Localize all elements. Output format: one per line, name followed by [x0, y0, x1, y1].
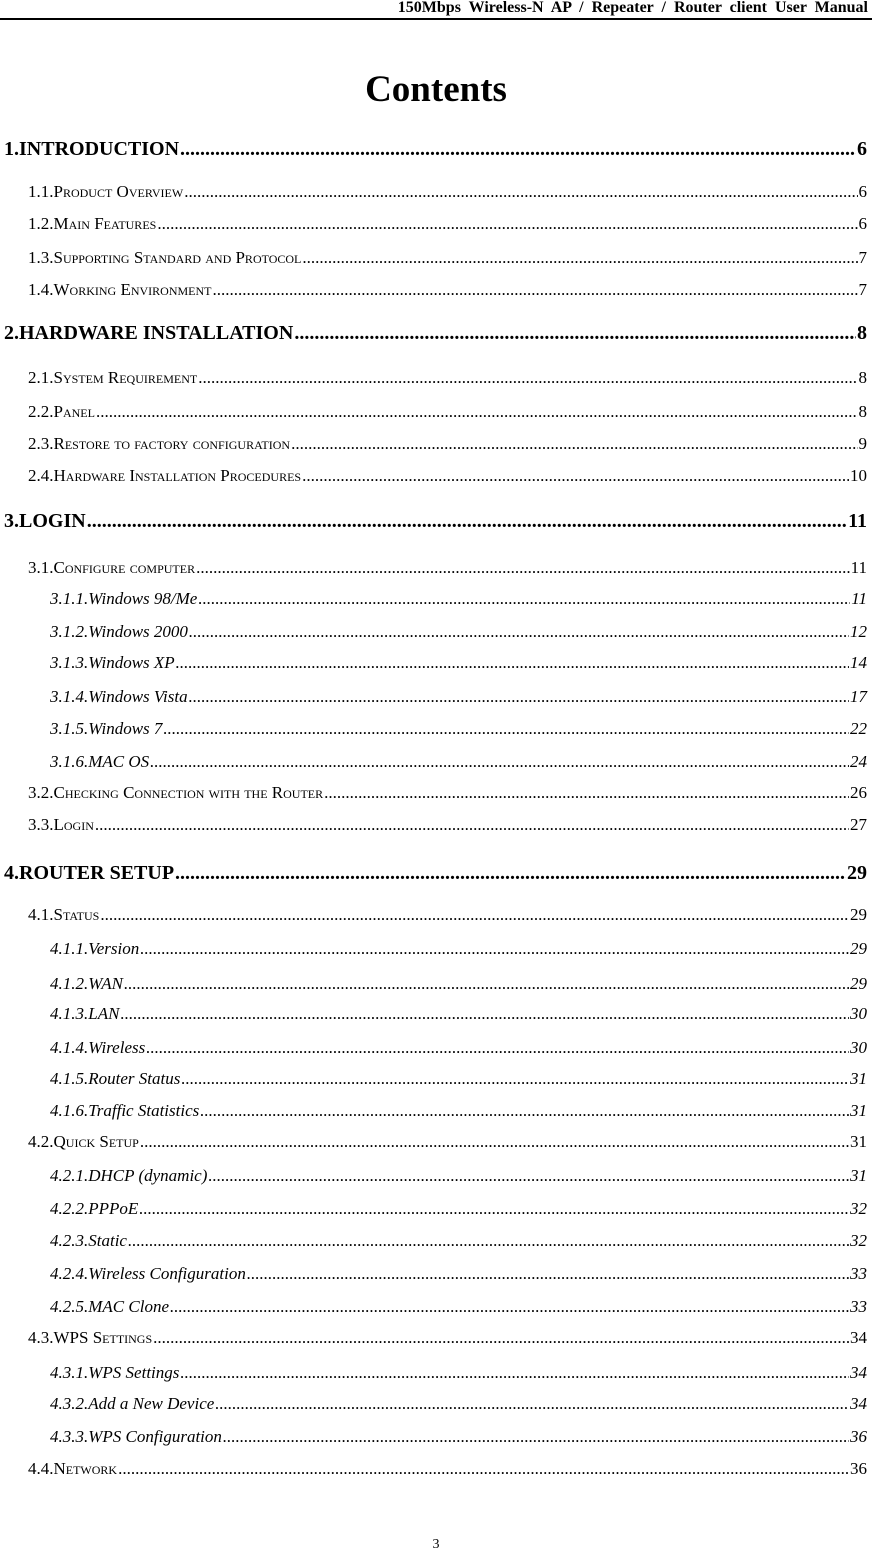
toc-entry-level-2[interactable] [28, 1459, 867, 1479]
toc-entry-level-3[interactable] [50, 1199, 867, 1219]
toc-entry-level-3[interactable] [50, 752, 867, 772]
toc-entry-title: WAN [88, 974, 123, 993]
toc-entry-page: 36 [850, 1459, 867, 1478]
toc-entry-page: 7 [858, 248, 867, 267]
toc-entry-level-2[interactable] [28, 466, 867, 486]
toc-dot-leader [157, 214, 857, 234]
toc-entry-level-3[interactable] [50, 1166, 867, 1186]
toc-entry-page: 7 [858, 280, 867, 299]
toc-entry-level-3[interactable] [50, 622, 867, 642]
toc-entry-title: Router Status [88, 1069, 181, 1088]
toc-entry-number: 3.1.5. [50, 719, 89, 738]
toc-entry-title: Hardware Installation Procedures [53, 466, 302, 485]
toc-entry-level-1[interactable] [4, 138, 867, 161]
toc-entry-level-3[interactable] [50, 1363, 867, 1383]
toc-dot-leader [153, 1328, 849, 1348]
toc-entry-number: 1. [4, 138, 19, 160]
toc-dot-leader [140, 1132, 849, 1152]
toc-entry-page: 29 [850, 905, 867, 924]
toc-dot-leader [163, 719, 849, 739]
toc-entry-level-1[interactable] [4, 510, 867, 533]
toc-entry-number: 3.1.1. [50, 589, 89, 608]
toc-entry-title: Windows Vista [88, 687, 188, 706]
toc-dot-leader [200, 1101, 849, 1121]
toc-dot-leader [198, 589, 850, 609]
toc-dot-leader [124, 974, 849, 994]
toc-entry-title: Add a New Device [88, 1394, 215, 1413]
toc-entry-title: System Requirement [53, 368, 198, 387]
toc-dot-leader [247, 1264, 849, 1284]
toc-entry-number: 4.1.1. [50, 939, 89, 958]
toc-entry-page: 24 [850, 752, 867, 771]
toc-entry-page: 11 [848, 510, 867, 532]
toc-entry-title: Version [88, 939, 140, 958]
toc-dot-leader [198, 368, 857, 388]
toc-dot-leader [302, 466, 849, 486]
toc-dot-leader [189, 687, 849, 707]
toc-dot-leader [150, 752, 849, 772]
toc-entry-page: 36 [850, 1427, 867, 1446]
toc-dot-leader [302, 248, 857, 268]
toc-entry-number: 2. [4, 322, 19, 344]
toc-entry-title: Product Overview [53, 182, 184, 201]
toc-entry-number: 2.2. [28, 402, 54, 421]
toc-entry-number: 4.1.2. [50, 974, 89, 993]
toc-entry-title: Static [88, 1231, 127, 1250]
toc-entry-page: 6 [858, 214, 867, 233]
toc-entry-page: 6 [857, 138, 867, 160]
toc-entry-level-2[interactable] [28, 815, 867, 835]
toc-entry-number: 2.4. [28, 466, 54, 485]
toc-entry-level-1[interactable] [4, 322, 867, 345]
toc-entry-level-2[interactable] [28, 280, 867, 300]
toc-entry-number: 1.3. [28, 248, 54, 267]
toc-entry-number: 3.1.3. [50, 653, 89, 672]
toc-entry-page: 33 [850, 1264, 867, 1283]
toc-dot-leader [170, 1297, 849, 1317]
toc-entry-page: 8 [858, 402, 867, 421]
toc-entry-number: 4. [4, 862, 19, 884]
toc-dot-leader [95, 815, 849, 835]
toc-dot-leader [184, 182, 857, 202]
toc-entry-title: PPPoE [88, 1199, 139, 1218]
toc-entry-level-3[interactable] [50, 1264, 867, 1284]
toc-entry-number: 4.2.4. [50, 1264, 89, 1283]
toc-dot-leader [196, 558, 850, 578]
toc-entry-title: Restore to factory configuration [53, 434, 291, 453]
toc-entry-title: DHCP (dynamic) [88, 1166, 208, 1185]
page-title: Contents [365, 69, 507, 110]
toc-entry-title: Checking Connection with the Router [53, 783, 324, 802]
toc-dot-leader [189, 622, 849, 642]
toc-entry-page: 26 [850, 783, 867, 802]
toc-entry-page: 33 [850, 1297, 867, 1316]
toc-entry-page: 22 [850, 719, 867, 738]
toc-entry-title: Windows 7 [88, 719, 163, 738]
toc-dot-leader [180, 1363, 849, 1383]
toc-entry-page: 31 [850, 1132, 867, 1151]
toc-entry-number: 4.3.2. [50, 1394, 89, 1413]
toc-dot-leader [223, 1427, 849, 1447]
toc-entry-title: Windows 98/Me [88, 589, 198, 608]
toc-dot-leader [180, 138, 856, 161]
toc-entry-level-3[interactable] [50, 589, 867, 609]
toc-entry-title: Configure computer [53, 558, 196, 577]
toc-entry-level-3[interactable] [50, 1038, 867, 1058]
toc-entry-page: 29 [850, 974, 867, 993]
toc-entry-page: 34 [850, 1328, 867, 1347]
toc-entry-number: 4.1. [28, 905, 54, 924]
toc-entry-level-2[interactable] [28, 182, 867, 202]
toc-entry-page: 9 [858, 434, 867, 453]
toc-entry-number: 4.1.4. [50, 1038, 89, 1057]
toc-entry-page: 14 [850, 653, 867, 672]
toc-entry-number: 1.4. [28, 280, 54, 299]
toc-entry-number: 3.1.6. [50, 752, 89, 771]
page-number: 3 [432, 1537, 440, 1552]
toc-entry-level-2[interactable] [28, 214, 867, 234]
toc-entry-number: 3.1.2. [50, 622, 89, 641]
toc-entry-page: 12 [850, 622, 867, 641]
toc-entry-page: 11 [850, 558, 867, 577]
toc-entry-number: 3.1.4. [50, 687, 89, 706]
toc-entry-number: 2.3. [28, 434, 54, 453]
toc-entry-title: ROUTER SETUP [19, 862, 175, 884]
toc-entry-page: 31 [850, 1101, 867, 1120]
toc-entry-title: Windows XP [88, 653, 175, 672]
toc-dot-leader [100, 905, 849, 925]
toc-entry-level-1[interactable] [4, 862, 867, 885]
toc-entry-level-3[interactable] [50, 1394, 867, 1414]
toc-entry-number: 1.2. [28, 214, 54, 233]
toc-entry-title: Supporting Standard and Protocol [53, 248, 302, 267]
toc-entry-title: LAN [88, 1004, 120, 1023]
toc-entry-number: 4.3.3. [50, 1427, 89, 1446]
toc-entry-level-2[interactable] [28, 1132, 867, 1152]
toc-entry-title: INTRODUCTION [19, 138, 180, 160]
toc-entry-title: Working Environment [53, 280, 212, 299]
toc-entry-level-2[interactable] [28, 368, 867, 388]
toc-dot-leader [176, 653, 849, 673]
toc-entry-number: 4.4. [28, 1459, 54, 1478]
toc-entry-title: Status [53, 905, 100, 924]
toc-dot-leader [128, 1231, 849, 1251]
toc-entry-level-3[interactable] [50, 653, 867, 673]
toc-entry-level-2[interactable] [28, 248, 867, 268]
toc-entry-level-2[interactable] [28, 402, 867, 422]
toc-dot-leader [118, 1459, 849, 1479]
toc-entry-number: 3.1. [28, 558, 54, 577]
toc-dot-leader [87, 510, 847, 533]
toc-dot-leader [175, 862, 846, 885]
toc-entry-number: 4.1.3. [50, 1004, 89, 1023]
toc-entry-page: 29 [850, 939, 867, 958]
toc-dot-leader [294, 322, 856, 345]
toc-entry-number: 4.2.5. [50, 1297, 89, 1316]
toc-entry-page: 31 [850, 1166, 867, 1185]
toc-dot-leader [215, 1394, 849, 1414]
toc-entry-title: WPS Configuration [88, 1427, 222, 1446]
toc-entry-level-3[interactable] [50, 687, 867, 707]
toc-entry-page: 31 [850, 1069, 867, 1088]
toc-entry-number: 4.3.1. [50, 1363, 89, 1382]
toc-dot-leader [324, 783, 849, 803]
toc-entry-number: 4.2. [28, 1132, 54, 1151]
toc-entry-title: WPS Settings [88, 1363, 180, 1382]
toc-entry-number: 2.1. [28, 368, 54, 387]
toc-entry-page: 32 [850, 1231, 867, 1250]
toc-entry-level-3[interactable] [50, 1231, 867, 1251]
toc-entry-page: 34 [850, 1363, 867, 1382]
toc-entry-level-3[interactable] [50, 974, 867, 994]
toc-entry-number: 4.1.5. [50, 1069, 89, 1088]
toc-entry-page: 11 [851, 589, 867, 608]
toc-entry-page: 6 [858, 182, 867, 201]
toc-dot-leader [96, 402, 858, 422]
toc-entry-number: 3. [4, 510, 19, 532]
toc-dot-leader [181, 1069, 849, 1089]
toc-entry-number: 4.2.1. [50, 1166, 89, 1185]
toc-entry-page: 17 [850, 687, 867, 706]
toc-entry-level-3[interactable] [50, 1297, 867, 1317]
toc-entry-level-3[interactable] [50, 1427, 867, 1447]
toc-entry-title: Login [53, 815, 94, 834]
toc-entry-number: 1.1. [28, 182, 54, 201]
toc-dot-leader [146, 1038, 849, 1058]
toc-entry-title: Panel [53, 402, 95, 421]
toc-entry-number: 4.2.3. [50, 1231, 89, 1250]
toc-entry-level-2[interactable] [28, 1328, 867, 1348]
toc-entry-title: Wireless [88, 1038, 146, 1057]
toc-entry-title: Quick Setup [53, 1132, 139, 1151]
toc-entry-level-2[interactable] [28, 905, 867, 925]
toc-entry-title: Main Features [53, 214, 157, 233]
toc-entry-page: 30 [850, 1004, 867, 1023]
toc-entry-level-2[interactable] [28, 558, 867, 578]
toc-entry-level-3[interactable] [50, 939, 867, 959]
toc-entry-title: WPS Settings [53, 1328, 153, 1347]
toc-entry-number: 4.2.2. [50, 1199, 89, 1218]
toc-entry-number: 4.1.6. [50, 1101, 89, 1120]
toc-dot-leader [120, 1004, 849, 1024]
toc-entry-level-2[interactable] [28, 434, 867, 454]
toc-dot-leader [208, 1166, 849, 1186]
toc-entry-level-2[interactable] [28, 783, 867, 803]
toc-entry-page: 8 [857, 322, 867, 344]
toc-entry-level-3[interactable] [50, 1069, 867, 1089]
header-title: 150Mbps Wireless-N AP / Repeater / Router client User Manual [397, 0, 868, 16]
toc-dot-leader [139, 1199, 849, 1219]
toc-entry-title: LOGIN [19, 510, 86, 532]
toc-dot-leader [140, 939, 849, 959]
toc-entry-level-3[interactable] [50, 719, 867, 739]
toc-entry-level-3[interactable] [50, 1101, 867, 1121]
toc-entry-page: 34 [850, 1394, 867, 1413]
toc-entry-page: 8 [858, 368, 867, 387]
toc-entry-title: Traffic Statistics [88, 1101, 200, 1120]
toc-entry-page: 32 [850, 1199, 867, 1218]
toc-entry-title: HARDWARE INSTALLATION [19, 322, 294, 344]
toc-entry-page: 27 [850, 815, 867, 834]
toc-entry-title: Network [53, 1459, 118, 1478]
toc-entry-level-3[interactable] [50, 1004, 867, 1024]
page-header [0, 0, 872, 20]
toc-entry-number: 3.2. [28, 783, 54, 802]
toc-dot-leader [291, 434, 857, 454]
toc-entry-page: 10 [850, 466, 867, 485]
toc-entry-title: MAC OS [88, 752, 150, 771]
toc-entry-title: Windows 2000 [88, 622, 188, 641]
toc-entry-page: 29 [847, 862, 867, 884]
toc-entry-page: 30 [850, 1038, 867, 1057]
toc-entry-title: Wireless Configuration [88, 1264, 246, 1283]
toc-entry-number: 3.3. [28, 815, 54, 834]
toc-dot-leader [213, 280, 858, 300]
toc-entry-number: 4.3. [28, 1328, 54, 1347]
toc-entry-title: MAC Clone [88, 1297, 169, 1316]
